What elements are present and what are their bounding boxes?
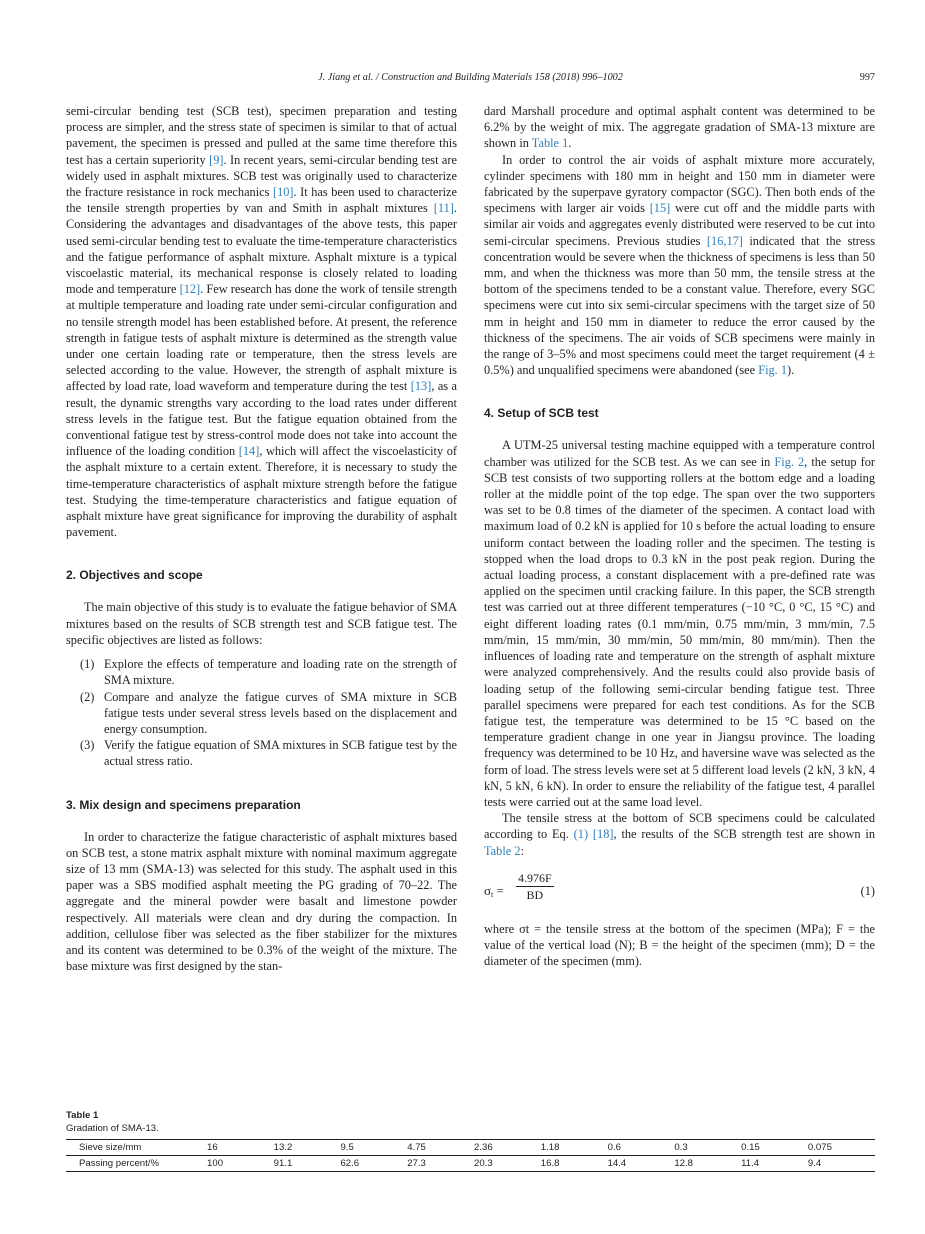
section-2-title: 2. Objectives and scope — [66, 568, 203, 583]
text-run: , which will affect the viscoelasticity of the asphalt mixture to a certain extent. Therefore, it is necessary to study the time-temperature characteristics of asphalt mixture strength before the fatigue test. Studying the time-temperature characteristics and fatigue equation of asphalt mixture have great significance for improving the durability of asphalt pavement. — [66, 444, 457, 540]
row-label: Passing percent/% — [79, 1158, 159, 1169]
equation-number: (1) — [860, 883, 875, 898]
table-cell: 100 — [207, 1158, 224, 1169]
table-cell: 16.8 — [540, 1158, 560, 1169]
text-run: . It has been used to characterize the tensile strength properties by van and Smith in asphalt mixtures — [66, 185, 457, 216]
reference-link[interactable]: [9] — [209, 152, 224, 167]
objective-text: Compare and analyze the fatigue curves of SMA mixture in SCB fatigue tests under several stress levels based on the displacement and energy consumption. — [104, 689, 457, 736]
table-cell: 2.36 — [474, 1140, 541, 1156]
reference-link[interactable]: [11] — [433, 201, 454, 216]
equation-1 — [484, 869, 875, 913]
text-run: , the setup for SCB test consists of two supporting rollers at the bottom edge and a loading roller at the middle point of the top edge. The span over the two supporters was set to be 0.8 times of the diameter of the specimen. A contact load with maximum load of 0.2 kN is applied for 10 s before the actual loading to ensure uniform contact between the loading roller and the specimen. The testing is stopped when the load drops to 0.3 kN in the post peak region. During the actual loading process, a constant displacement with a pre-defined rate was applied on the specimen until cracking failure. In this paper, the SCB strength test was carried out at three different temperatures (−10 °C, 0 °C, 15 °C) and eight different loading rates (0.1 mm/min, 0.75 mm/min, 3 mm/min, 7.5 mm/min, 15 mm/min, 30 mm/min, 50 mm/min, 80 mm/min). Then the influences of loading rate and temperature on the strength of asphalt mixture were analyzed comprehensively. And the results could also provide basis of loading setup of the following semi-circular bending fatigue test. Three parallel specimens were prepared for each test conditions. As for the SCB fatigue test, the temperature was determined to be 15 °C based on the temperature gradient change in one year in Jiangsu province. The loading frequency was determined to be 10 Hz, and haversine wave was selected as the form of load. The stress levels were set at 5 different load levels (2 kN, 3 kN, 4 kN, 5 kN, 6 kN). In order to ensure the reliability of the fatigue test, 4 parallel tests were carried out at the same load level. — [484, 454, 876, 809]
table-cell: 62.6 — [340, 1158, 360, 1169]
objectives-list — [66, 656, 457, 769]
objective-number: (1) — [80, 657, 95, 672]
table-caption: Gradation of SMA-13. — [66, 1123, 159, 1134]
journal-citation: J. Jiang et al. / Construction and Building Materials 158 (2018) 996–1002 — [318, 72, 623, 83]
table-row — [66, 1140, 875, 1156]
table-cell: 16 — [207, 1140, 274, 1156]
text-run: indicated that the stress concentration would be severe when the thickness of specimens is less than 50 mm, and when the thickness was more than 50 mm, the tensile stress at the bottom of the specimens tended to be a constant value. Therefore, every SGC specimens were cut into six semi-circular specimens with the target size of 50 mm in height and 150 mm in diameter to reduce the error caused by the thickness of the specimens. The air voids of SCB specimens were mainly in the range of 3–5% and most specimens could meet the target requirement (4 ± 0.5%) and unqualified specimens were abandoned (see — [484, 233, 875, 378]
table-1 — [66, 1109, 875, 1172]
reference-link[interactable]: Table 1 — [531, 136, 569, 151]
reference-link[interactable]: [16,17] — [706, 233, 743, 248]
reference-link[interactable]: Fig. 2 — [774, 454, 805, 469]
objective-number: (3) — [80, 738, 95, 753]
table-cell: 12.8 — [674, 1158, 694, 1169]
text-run: In order to control the air voids of asphalt mixture more accurately, cylinder specimens with 180 mm in height and 150 mm in diameter were fabricated by the superpave gyratory compactor (SGC). Then both ends of the specimens with larger air voids — [484, 152, 875, 216]
text-run: ). — [787, 363, 795, 378]
where-paragraph: where σt = the tensile stress at the bottom of the specimen (MPa); F = the value of the vertical load (N); B = the height of the specimen (mm); D = the diameter of the specimen (mm). — [484, 921, 875, 969]
equation-denominator: BD — [526, 887, 544, 902]
table-cell: 11.4 — [741, 1158, 760, 1169]
reference-link[interactable]: [14] — [238, 444, 260, 459]
section-3-paragraph: In order to characterize the fatigue characteristic of asphalt mixtures based on SCB test, a stone matrix asphalt mixture with nominal maximum aggregate size of 13 mm (SMA-13) was selected for this study. The asphalt used in this paper was a SBS modified asphalt meeting the PG grading of 70–22. The aggregate and the mineral powder were basalt and limestone powder respectively. All materials were clean and dry during the compaction. In addition, cellulose fiber was selected as the fiber stabilizer for the mixtures and its content was determined to be 0.3% of the weight of the mixture. The base mixture was first designed by the stan- — [66, 829, 457, 974]
reference-link[interactable]: [18] — [592, 827, 614, 842]
tensile-paragraph — [484, 810, 875, 859]
equation-fraction — [516, 871, 554, 904]
objective-item — [66, 737, 457, 769]
reference-link[interactable]: Table 2 — [484, 843, 521, 858]
reference-link[interactable]: [10] — [272, 185, 294, 200]
row-label: Sieve size/mm — [66, 1140, 207, 1156]
intro-paragraph — [66, 103, 457, 540]
equation-lhs: $\sigma_t$ = — [484, 882, 504, 899]
table-cell: 9.5 — [340, 1140, 407, 1156]
table-cell: 0.15 — [741, 1140, 808, 1156]
table-cell: 27.3 — [407, 1158, 426, 1169]
reference-link[interactable]: [12] — [179, 282, 201, 297]
setup-paragraph — [484, 437, 875, 810]
objective-item — [66, 656, 457, 688]
objective-number: (2) — [80, 689, 95, 704]
reference-link[interactable]: [13] — [410, 379, 432, 394]
specimen-paragraph — [484, 152, 875, 379]
table-cell: 1.18 — [541, 1140, 608, 1156]
section-2-paragraph: The main objective of this study is to evaluate the fatigue behavior of SMA mixtures based on the results of SCB strength test and SCB fatigue test. The specific objectives are listed as follows: — [66, 600, 457, 647]
section-4-title: 4. Setup of SCB test — [484, 406, 599, 421]
text-run: : — [520, 843, 524, 858]
reference-link[interactable]: (1) — [573, 827, 589, 842]
text-run: , the results of the SCB strength test are shown in — [613, 827, 875, 842]
reference-link[interactable]: [15] — [649, 201, 671, 216]
left-column — [66, 103, 457, 974]
continued-paragraph — [484, 103, 875, 152]
objective-text: Explore the effects of temperature and loading rate on the strength of SMA mixture. — [104, 657, 457, 688]
text-run: . Considering the advantages and disadvantages of the above tests, this paper used semi-circular bending test to evaluate the time-temperature characteristics and the fatigue performance of asphalt mixture. Asphalt mixture is a typical viscoelastic material, its mechanical response is closely related to loading mode and temperature — [66, 201, 457, 297]
text-run: . In recent years, semi-circular bending test are widely used in asphalt mixtures. SCB test was originally used to characterize the fracture resistance in rock mechanics — [66, 152, 458, 200]
text-run: dard Marshall procedure and optimal asphalt content was determined to be 6.2% by the weight of mix. The aggregate gradation of SMA-13 mixture are shown in — [484, 104, 875, 151]
text-run: A UTM-25 universal testing machine equipped with a temperature control chamber was utilized for the SCB test. As we can see in — [484, 438, 875, 469]
table-cell: 0.3 — [674, 1140, 741, 1156]
table-cell: 13.2 — [274, 1140, 341, 1156]
table-row — [66, 1156, 875, 1172]
section-3-title: 3. Mix design and specimens preparation — [66, 797, 301, 812]
text-run: The tensile stress at the bottom of SCB specimens could be calculated according to Eq. — [484, 811, 875, 842]
text-run: . — [568, 136, 572, 151]
text-run: , as a result, the dynamic strengths vary according to the load rates under different stress levels in the fatigue test. But the fatigue equation obtained from the conventional fatigue test by stress-control mode does not take into account the influence of the loading condition — [66, 379, 458, 459]
table-cell: 0.075 — [808, 1140, 875, 1156]
equation-numerator: 4.976F — [518, 870, 552, 885]
table-cell: 4.75 — [407, 1140, 474, 1156]
running-header — [66, 72, 875, 88]
table-cell: 14.4 — [607, 1158, 627, 1169]
objective-item — [66, 689, 457, 738]
page-number: 997 — [859, 72, 875, 83]
table-cell: 20.3 — [474, 1158, 493, 1169]
right-column — [484, 103, 875, 969]
text-run: semi-circular bending test (SCB test), specimen preparation and testing process are simpler, and the stress state of specimen is similar to that of actual pavement, the specimen is pressed and pulled at the same time therefore this test has a certain superiority — [66, 104, 457, 167]
gradation-table — [66, 1139, 875, 1172]
text-run: were cut off and the middle parts with similar air voids and aggregates evenly distributed were reserved to be cut into semi-circular specimens. Previous studies — [484, 201, 876, 248]
table-label: Table 1 — [66, 1110, 99, 1121]
table-cell: 91.1 — [273, 1158, 293, 1169]
objective-text: Verify the fatigue equation of SMA mixtures in SCB fatigue test by the actual stress ratio. — [104, 738, 457, 769]
table-cell: 9.4 — [807, 1158, 822, 1169]
reference-link[interactable]: Fig. 1 — [758, 363, 788, 378]
text-run: . Few research has done the work of tensile strength at multiple temperature and loading rate under semi-circular configuration and no tensile strength model has been established before. At present, the reference strength in fatigue tests of asphalt mixture is determined as the strength value under one certain loading rate or temperature, then the stress levels are selected according to the value. However, the strength of asphalt mixture is affected by load rate, load waveform and temperature during the test — [66, 282, 457, 394]
table-cell: 0.6 — [608, 1140, 675, 1156]
